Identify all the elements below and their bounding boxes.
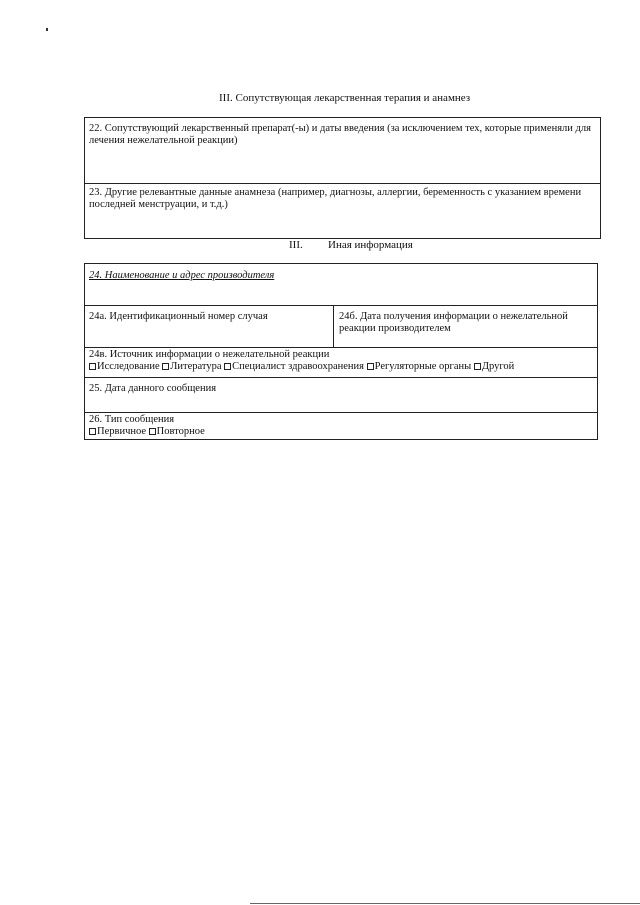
option-literature[interactable]: Литература: [162, 361, 221, 372]
divider: [85, 412, 597, 413]
field-24-label: 24. Наименование и адрес производителя: [89, 270, 275, 281]
option-other[interactable]: Другой: [474, 361, 514, 372]
checkbox[interactable]: [89, 363, 96, 370]
field-25-label: 25. Дата данного сообщения: [89, 383, 217, 394]
checkbox[interactable]: [474, 363, 481, 370]
field-23-label: 23. Другие релевантные данные анамнеза (например, диагнозы, аллергии, беременность с указанием времени последней менструации, и т.д.): [89, 187, 582, 210]
section-other-title: Иная информация: [328, 239, 413, 251]
checkbox[interactable]: [224, 363, 231, 370]
concomitant-therapy-box: [84, 117, 601, 239]
section-3-title: III. Сопутствующая лекарственная терапия и анамнез: [219, 92, 471, 104]
option-regulatory[interactable]: Регуляторные органы: [367, 361, 472, 372]
section-other-numeral: III.: [289, 239, 303, 251]
field-24b-label: 24б. Дата получения информации о нежелательной реакции производителем: [339, 311, 568, 334]
divider: [85, 305, 597, 306]
divider: [85, 183, 600, 184]
divider: [85, 347, 597, 348]
field-24v-label: 24в. Источник информации о нежелательной реакции: [89, 349, 330, 360]
divider: [85, 377, 597, 378]
option-research[interactable]: Исследование: [89, 361, 160, 372]
field-26-options: [89, 426, 591, 438]
column-divider: [333, 305, 334, 347]
field-24a-label: 24а. Идентификационный номер случая: [89, 311, 268, 322]
checkbox[interactable]: [89, 428, 96, 435]
option-healthcare-specialist[interactable]: Специалист здравоохранения: [224, 361, 364, 372]
scan-speck: [250, 903, 640, 904]
checkbox[interactable]: [367, 363, 374, 370]
scan-speck: [46, 28, 48, 31]
field-26-label: 26. Тип сообщения: [89, 414, 175, 425]
checkbox[interactable]: [162, 363, 169, 370]
other-info-table: [84, 263, 598, 440]
option-followup[interactable]: Повторное: [149, 426, 205, 437]
field-24v-options: [89, 361, 591, 373]
field-22-label: 22. Сопутствующий лекарственный препарат(-ы) и даты введения (за исключением тех, которые применяли для лечения нежелательной реакции): [89, 123, 591, 146]
checkbox[interactable]: [149, 428, 156, 435]
option-initial[interactable]: Первичное: [89, 426, 146, 437]
